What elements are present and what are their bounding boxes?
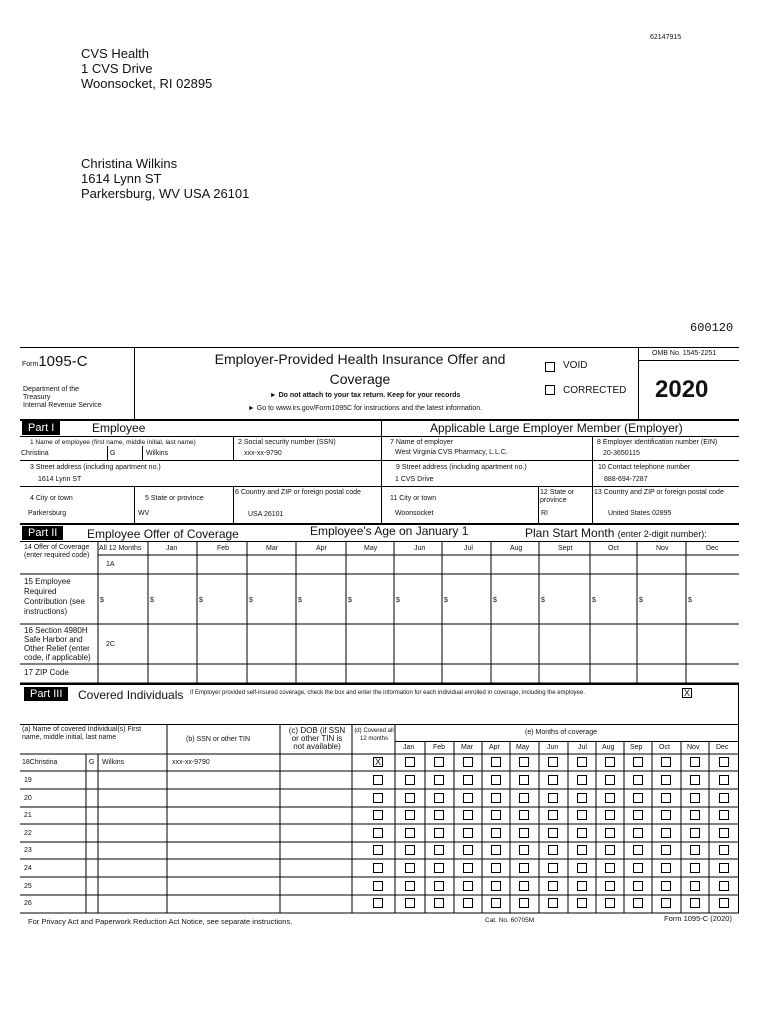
row22-aug-checkbox[interactable] — [605, 828, 615, 838]
row25-jan-checkbox[interactable] — [405, 881, 415, 891]
row18-label — [22, 759, 57, 767]
row20-all12-checkbox[interactable] — [373, 793, 383, 803]
f3-label: 3 Street address (including apartment no.) — [30, 464, 161, 471]
row22-jan-checkbox[interactable] — [405, 828, 415, 838]
month-header-jun: Jun — [414, 545, 426, 552]
recipient-line1: Christina Wilkins — [81, 156, 178, 171]
row25-dec-checkbox[interactable] — [719, 881, 729, 891]
row22-num: 22 — [24, 830, 32, 837]
sender-line3: Woonsocket, RI 02895 — [81, 76, 213, 91]
month-header-nov: Nov — [656, 545, 669, 552]
row19-all12-checkbox[interactable] — [373, 775, 383, 785]
row18-first-name: Christina — [29, 759, 58, 766]
row22-all12-checkbox[interactable] — [373, 828, 383, 838]
row25-jun-checkbox[interactable] — [548, 881, 558, 891]
row22-apr-checkbox[interactable] — [491, 828, 501, 838]
row19-jun-checkbox[interactable] — [548, 775, 558, 785]
row23-sep-checkbox[interactable] — [633, 845, 643, 855]
row21-jun-checkbox[interactable] — [548, 810, 558, 820]
row24-nov-checkbox[interactable] — [690, 863, 700, 873]
employer-ein: 20-3650115 — [603, 450, 640, 457]
month-header-oct: Oct — [608, 545, 619, 552]
employee-state: WV — [138, 510, 150, 517]
row22-mar-checkbox[interactable] — [463, 828, 473, 838]
row14-all12-code: 1A — [106, 561, 115, 568]
row23-oct-checkbox[interactable] — [661, 845, 671, 855]
row18-jan-checkbox[interactable] — [405, 757, 415, 767]
row24-mar-checkbox[interactable] — [463, 863, 473, 873]
p3-month-jun: Jun — [547, 744, 559, 751]
form-number: 1095-C — [38, 353, 88, 370]
row20-sep-checkbox[interactable] — [633, 793, 643, 803]
row15-dollar-all12: $ — [100, 597, 104, 604]
footer-form-id: Form 1095-C (2020) — [664, 914, 732, 923]
row26-num: 26 — [24, 900, 32, 907]
employee-street: 1614 Lynn ST — [38, 476, 82, 483]
employer-country-zip: United States 02895 — [608, 510, 672, 517]
row24-num: 24 — [24, 865, 32, 872]
part3-note: If Employer provided self-insured coverage, check the box and enter the information for each individual enrolled in coverage, including the employee. — [190, 690, 585, 696]
omb-number: OMB No. 1545-2251 — [652, 350, 717, 357]
row22-feb-checkbox[interactable] — [434, 828, 444, 838]
row23-may-checkbox[interactable] — [519, 845, 529, 855]
row21-oct-checkbox[interactable] — [661, 810, 671, 820]
row21-jan-checkbox[interactable] — [405, 810, 415, 820]
f10-label: 10 Contact telephone number — [598, 464, 691, 471]
row15-dollar-dec: $ — [688, 597, 692, 604]
row18-all12-checkbox[interactable]: X — [374, 757, 381, 767]
month-header-aug: Aug — [510, 545, 523, 552]
p3-month-jan: Jan — [403, 744, 415, 751]
row24-jan-checkbox[interactable] — [405, 863, 415, 873]
row25-mar-checkbox[interactable] — [463, 881, 473, 891]
row25-num: 25 — [24, 883, 32, 890]
row20-aug-checkbox[interactable] — [605, 793, 615, 803]
row21-feb-checkbox[interactable] — [434, 810, 444, 820]
row18-may-checkbox[interactable] — [519, 757, 529, 767]
row18-ssn: xxx-xx-9790 — [172, 759, 210, 766]
p3-month-aug: Aug — [602, 744, 615, 751]
row16-all12-code: 2C — [106, 641, 115, 648]
row25-feb-checkbox[interactable] — [434, 881, 444, 891]
row26-all12-checkbox[interactable] — [373, 898, 383, 908]
month-header-all12: All 12 Months — [99, 545, 142, 552]
row19-dec-checkbox[interactable] — [719, 775, 729, 785]
row24-feb-checkbox[interactable] — [434, 863, 444, 873]
row23-feb-checkbox[interactable] — [434, 845, 444, 855]
self-insured-checkbox[interactable]: X — [683, 688, 690, 698]
row19-sep-checkbox[interactable] — [633, 775, 643, 785]
row26-oct-checkbox[interactable] — [661, 898, 671, 908]
month-header-dec: Dec — [706, 545, 719, 552]
row15-dollar-apr: $ — [298, 597, 302, 604]
f1-label: 1 Name of employee (first name, middle initial, last name) — [30, 439, 196, 446]
instruction-2: ► Go to www.irs.gov/Form1095C for instructions and the latest information. — [247, 405, 483, 412]
form-code: 600120 — [690, 321, 734, 335]
row21-jul-checkbox[interactable] — [577, 810, 587, 820]
row24-jun-checkbox[interactable] — [548, 863, 558, 873]
p3-month-mar: Mar — [461, 744, 474, 751]
row15-dollar-nov: $ — [639, 597, 643, 604]
p3-month-feb: Feb — [433, 744, 446, 751]
row17-label: 17 ZIP Code — [24, 668, 69, 677]
p3-month-sep: Sep — [630, 744, 643, 751]
row20-oct-checkbox[interactable] — [661, 793, 671, 803]
row19-jan-checkbox[interactable] — [405, 775, 415, 785]
f9-label: 9 Street address (including apartment no.) — [396, 464, 527, 471]
row25-all12-checkbox[interactable] — [373, 881, 383, 891]
row19-apr-checkbox[interactable] — [491, 775, 501, 785]
row14-label: 14 Offer of Coverage (enter required code) — [24, 544, 90, 559]
row23-nov-checkbox[interactable] — [690, 845, 700, 855]
row20-feb-checkbox[interactable] — [434, 793, 444, 803]
row25-nov-checkbox[interactable] — [690, 881, 700, 891]
part1-label: Part I — [22, 421, 60, 435]
row21-may-checkbox[interactable] — [519, 810, 529, 820]
employer-phone: 888-694-7287 — [604, 476, 648, 483]
row20-mar-checkbox[interactable] — [463, 793, 473, 803]
employee-ssn: xxx-xx-9790 — [244, 450, 282, 457]
row15-dollar-may: $ — [348, 597, 352, 604]
row22-dec-checkbox[interactable] — [719, 828, 729, 838]
plan-start-text: Plan Start Month — [525, 526, 615, 540]
row20-apr-checkbox[interactable] — [491, 793, 501, 803]
row19-feb-checkbox[interactable] — [434, 775, 444, 785]
month-header-mar: Mar — [266, 545, 279, 552]
row24-sep-checkbox[interactable] — [633, 863, 643, 873]
row26-aug-checkbox[interactable] — [605, 898, 615, 908]
employee-middle-initial: G — [110, 450, 116, 457]
row25-may-checkbox[interactable] — [519, 881, 529, 891]
month-header-apr: Apr — [316, 545, 327, 552]
row26-dec-checkbox[interactable] — [719, 898, 729, 908]
row21-sep-checkbox[interactable] — [633, 810, 643, 820]
part1-employer-heading: Applicable Large Employer Member (Employer) — [430, 421, 683, 435]
row20-dec-checkbox[interactable] — [719, 793, 729, 803]
row19-nov-checkbox[interactable] — [690, 775, 700, 785]
row24-jul-checkbox[interactable] — [577, 863, 587, 873]
row26-jan-checkbox[interactable] — [405, 898, 415, 908]
document-number: 62147915 — [650, 34, 682, 41]
row19-jul-checkbox[interactable] — [577, 775, 587, 785]
row15-dollar-jul: $ — [444, 597, 448, 604]
row20-nov-checkbox[interactable] — [690, 793, 700, 803]
employer-name: West Virginia CVS Pharmacy, L.L.C. — [395, 449, 508, 456]
dept-line1: Department of the — [23, 386, 80, 393]
p3-month-nov: Nov — [687, 744, 700, 751]
row23-apr-checkbox[interactable] — [491, 845, 501, 855]
row22-jun-checkbox[interactable] — [548, 828, 558, 838]
row24-all12-checkbox[interactable] — [373, 863, 383, 873]
p3-month-dec: Dec — [716, 744, 729, 751]
col-a-header: (a) Name of covered Individual(s) First name, middle initial, last name — [22, 726, 142, 741]
p3-month-jul: Jul — [578, 744, 587, 751]
row16-label: 16 Section 4980H Safe Harbor and Other Relief (enter code, if applicable) — [24, 626, 91, 662]
row24-may-checkbox[interactable] — [519, 863, 529, 873]
row15-label: 15 Employee Required Contribution (see instructions) — [24, 577, 85, 616]
row15-dollar-mar: $ — [249, 597, 253, 604]
employee-first-name: Christina — [21, 450, 49, 457]
privacy-notice: For Privacy Act and Paperwork Reduction Act Notice, see separate instructions. — [28, 917, 293, 926]
p3-month-apr: Apr — [489, 744, 500, 751]
month-header-may: May — [364, 545, 378, 552]
row26-may-checkbox[interactable] — [519, 898, 529, 908]
row25-apr-checkbox[interactable] — [491, 881, 501, 891]
recipient-line2: 1614 Lynn ST — [81, 171, 162, 186]
row18-jul-checkbox[interactable] — [577, 757, 587, 767]
row26-nov-checkbox[interactable] — [690, 898, 700, 908]
row19-num: 19 — [24, 777, 32, 784]
row21-dec-checkbox[interactable] — [719, 810, 729, 820]
row25-aug-checkbox[interactable] — [605, 881, 615, 891]
row15-dollar-feb: $ — [199, 597, 203, 604]
row23-jan-checkbox[interactable] — [405, 845, 415, 855]
row15-dollar-jun: $ — [396, 597, 400, 604]
row15-dollar-jan: $ — [150, 597, 154, 604]
row18-dec-checkbox[interactable] — [719, 757, 729, 767]
col-c-header: (c) DOB (if SSN or other TIN is not available) — [288, 726, 346, 751]
row15-dollar-aug: $ — [493, 597, 497, 604]
row18-mar-checkbox[interactable] — [463, 757, 473, 767]
row19-mar-checkbox[interactable] — [463, 775, 473, 785]
row18-num: 18 — [22, 759, 30, 766]
row22-sep-checkbox[interactable] — [633, 828, 643, 838]
row20-jun-checkbox[interactable] — [548, 793, 558, 803]
row20-jan-checkbox[interactable] — [405, 793, 415, 803]
row18-sep-checkbox[interactable] — [633, 757, 643, 767]
row23-num: 23 — [24, 847, 32, 854]
row23-mar-checkbox[interactable] — [463, 845, 473, 855]
row24-apr-checkbox[interactable] — [491, 863, 501, 873]
title-line2: Coverage — [329, 371, 391, 387]
f5-label: 5 State or province — [145, 495, 204, 502]
row23-jun-checkbox[interactable] — [548, 845, 558, 855]
col-d-header: (d) Covered all 12 months — [354, 728, 394, 742]
row19-oct-checkbox[interactable] — [661, 775, 671, 785]
row24-dec-checkbox[interactable] — [719, 863, 729, 873]
sender-line1: CVS Health — [81, 46, 149, 61]
plan-start-hint: (enter 2-digit number): — [617, 529, 707, 539]
part2-title: Employee Offer of Coverage — [87, 527, 239, 541]
row26-mar-checkbox[interactable] — [463, 898, 473, 908]
row23-dec-checkbox[interactable] — [719, 845, 729, 855]
employee-country-zip: USA 26101 — [248, 511, 284, 518]
row18-apr-checkbox[interactable] — [491, 757, 501, 767]
row22-nov-checkbox[interactable] — [690, 828, 700, 838]
row21-apr-checkbox[interactable] — [491, 810, 501, 820]
part3-title: Covered Individuals — [78, 688, 184, 702]
tax-year: 2020 — [655, 376, 709, 403]
row23-all12-checkbox[interactable] — [373, 845, 383, 855]
row18-nov-checkbox[interactable] — [690, 757, 700, 767]
employee-age-label: Employee's Age on January 1 — [310, 524, 469, 538]
row26-feb-checkbox[interactable] — [434, 898, 444, 908]
f6-label: 6 Country and ZIP or foreign postal code — [235, 489, 361, 496]
f12-label: 12 State or province — [540, 489, 575, 504]
title-line1: Employer-Provided Health Insurance Offer and — [214, 351, 506, 367]
instruction-1: ► Do not attach to your tax return. Keep for your records — [269, 392, 461, 399]
row25-sep-checkbox[interactable] — [633, 881, 643, 891]
row24-oct-checkbox[interactable] — [661, 863, 671, 873]
row26-jun-checkbox[interactable] — [548, 898, 558, 908]
col-e-header: (e) Months of coverage — [525, 729, 597, 736]
row21-aug-checkbox[interactable] — [605, 810, 615, 820]
p3-month-may: May — [516, 744, 530, 751]
row15-dollar-oct: $ — [592, 597, 596, 604]
row22-oct-checkbox[interactable] — [661, 828, 671, 838]
dept-line3: Internal Revenue Service — [23, 402, 102, 409]
row19-aug-checkbox[interactable] — [605, 775, 615, 785]
row24-aug-checkbox[interactable] — [605, 863, 615, 873]
f8-label: 8 Employer identification number (EIN) — [597, 439, 718, 446]
catalog-number: Cat. No. 60705M — [485, 917, 535, 924]
row18-mi: G — [89, 759, 95, 766]
row26-jul-checkbox[interactable] — [577, 898, 587, 908]
form-label: Form — [22, 361, 39, 368]
col-b-header: (b) SSN or other TIN — [186, 736, 251, 743]
row19-may-checkbox[interactable] — [519, 775, 529, 785]
month-header-sept: Sept — [558, 545, 573, 552]
employer-street: 1 CVS Drive — [395, 476, 434, 483]
void-label: VOID — [563, 360, 588, 371]
f4-label: 4 City or town — [30, 495, 73, 502]
part3-label: Part III — [24, 687, 68, 701]
row22-jul-checkbox[interactable] — [577, 828, 587, 838]
f7-label: 7 Name of employer — [390, 439, 454, 446]
row22-may-checkbox[interactable] — [519, 828, 529, 838]
employee-city: Parkersburg — [28, 510, 67, 517]
month-header-jan: Jan — [166, 545, 178, 552]
row25-jul-checkbox[interactable] — [577, 881, 587, 891]
f13-label: 13 Country and ZIP or foreign postal code — [594, 489, 724, 496]
row15-dollar-sept: $ — [541, 597, 545, 604]
part2-label: Part II — [22, 526, 63, 540]
row20-num: 20 — [24, 795, 32, 802]
dept-line2: Treasury — [23, 394, 51, 401]
row23-jul-checkbox[interactable] — [577, 845, 587, 855]
f2-label: 2 Social security number (SSN) — [238, 439, 336, 446]
month-header-jul: Jul — [464, 545, 473, 552]
employee-last-name: Wilkins — [146, 450, 169, 457]
employer-state: RI — [541, 510, 548, 517]
row21-nov-checkbox[interactable] — [690, 810, 700, 820]
row21-num: 21 — [24, 812, 32, 819]
row18-oct-checkbox[interactable] — [661, 757, 671, 767]
row26-sep-checkbox[interactable] — [633, 898, 643, 908]
row20-may-checkbox[interactable] — [519, 793, 529, 803]
row18-jun-checkbox[interactable] — [548, 757, 558, 767]
row18-aug-checkbox[interactable] — [605, 757, 615, 767]
p3-month-oct: Oct — [659, 744, 670, 751]
row20-jul-checkbox[interactable] — [577, 793, 587, 803]
row23-aug-checkbox[interactable] — [605, 845, 615, 855]
row21-mar-checkbox[interactable] — [463, 810, 473, 820]
part1-employee-heading: Employee — [92, 421, 146, 435]
recipient-line3: Parkersburg, WV USA 26101 — [81, 186, 250, 201]
row18-last-name: Wilkins — [102, 759, 125, 766]
row18-feb-checkbox[interactable] — [434, 757, 444, 767]
f11-label: 11 City or town — [390, 495, 437, 502]
row21-all12-checkbox[interactable] — [373, 810, 383, 820]
employer-city: Woonsocket — [395, 510, 434, 517]
month-header-feb: Feb — [217, 545, 230, 552]
row25-oct-checkbox[interactable] — [661, 881, 671, 891]
row26-apr-checkbox[interactable] — [491, 898, 501, 908]
sender-line2: 1 CVS Drive — [81, 61, 153, 76]
corrected-label: CORRECTED — [563, 385, 627, 396]
